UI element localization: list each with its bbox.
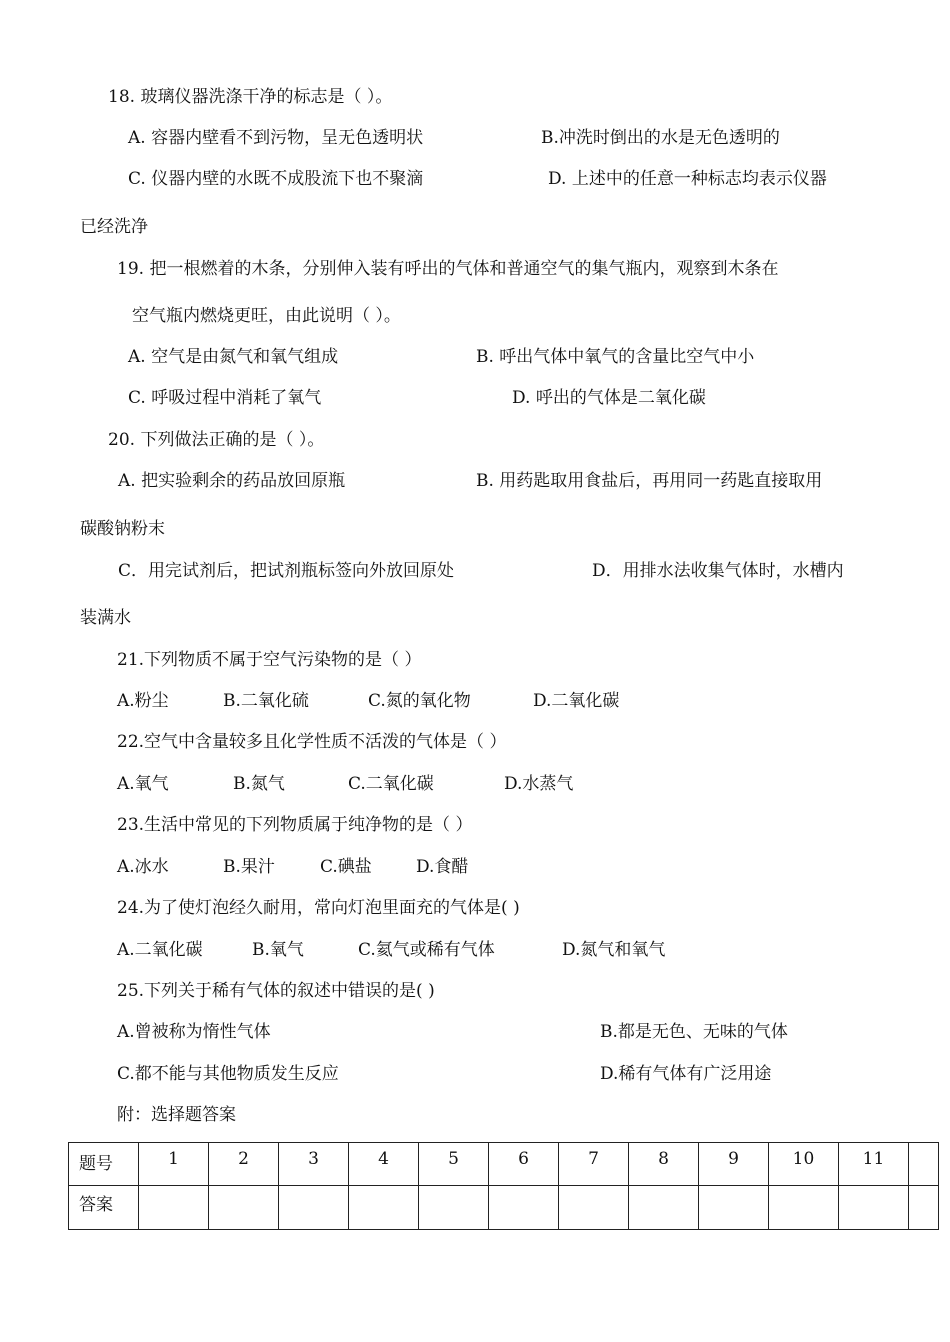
question-number-cell: 6	[489, 1143, 559, 1186]
question-19-stem: 19. 把一根燃着的木条，分别伸入装有呼出的气体和普通空气的集气瓶内，观察到木条在	[117, 259, 779, 279]
question-number-cell: 2	[209, 1143, 279, 1186]
question-23-stem: 23.生活中常见的下列物质属于纯净物的是（ ）	[117, 815, 473, 835]
answer-cell[interactable]	[629, 1186, 699, 1230]
question-21-option-d: D.二氧化碳	[533, 691, 620, 711]
question-20-option-d-continued: 装满水	[80, 608, 131, 628]
question-20-option-a: A. 把实验剩余的药品放回原瓶	[118, 471, 346, 491]
question-25-option-c: C.都不能与其他物质发生反应	[117, 1064, 339, 1084]
question-20-stem: 20. 下列做法正确的是（ ）。	[108, 430, 325, 450]
question-24-option-a: A.二氧化碳	[117, 940, 203, 960]
question-20-option-b: B. 用药匙取用食盐后，再用同一药匙直接取用	[476, 471, 823, 491]
question-number-cell: 9	[699, 1143, 769, 1186]
question-20-option-c: C．用完试剂后，把试剂瓶标签向外放回原处	[118, 561, 455, 581]
question-22-option-c: C.二氧化碳	[348, 774, 434, 794]
question-19-stem-continued: 空气瓶内燃烧更旺，由此说明（ ）。	[132, 306, 401, 326]
question-23-option-b: B.果汁	[223, 857, 275, 877]
appendix-heading: 附：选择题答案	[117, 1105, 236, 1125]
question-19-option-c: C. 呼吸过程中消耗了氧气	[128, 388, 322, 408]
question-21-option-a: A.粉尘	[117, 691, 169, 711]
question-number-cell: 8	[629, 1143, 699, 1186]
question-24-stem: 24.为了使灯泡经久耐用，常向灯泡里面充的气体是( )	[117, 898, 520, 918]
question-23-option-d: D.食醋	[416, 857, 469, 877]
question-number-cell: 7	[559, 1143, 629, 1186]
question-22-stem: 22.空气中含量较多且化学性质不活泼的气体是（ ）	[117, 732, 507, 752]
question-21-option-c: C.氮的氧化物	[368, 691, 471, 711]
question-24-option-c: C.氦气或稀有气体	[358, 940, 495, 960]
question-18-option-b: B.冲洗时倒出的水是无色透明的	[541, 128, 780, 148]
answer-table	[68, 1142, 939, 1230]
question-number-row	[69, 1143, 939, 1186]
question-21-option-b: B.二氧化硫	[223, 691, 309, 711]
question-18-option-c: C. 仪器内壁的水既不成股流下也不聚滴	[128, 169, 424, 189]
question-22-option-a: A.氧气	[117, 774, 169, 794]
answer-cell[interactable]	[839, 1186, 909, 1230]
question-19-option-d: D. 呼出的气体是二氧化碳	[512, 388, 706, 408]
question-number-cell-partial	[909, 1143, 939, 1186]
question-25-option-d: D.稀有气体有广泛用途	[600, 1064, 772, 1084]
question-number-cell: 5	[419, 1143, 489, 1186]
question-18-option-d: D. 上述中的任意一种标志均表示仪器	[548, 169, 827, 189]
question-18-option-a: A. 容器内壁看不到污物，呈无色透明状	[128, 128, 424, 148]
question-number-cell: 10	[769, 1143, 839, 1186]
answer-cell[interactable]	[209, 1186, 279, 1230]
question-25-option-b: B.都是无色、无味的气体	[600, 1022, 788, 1042]
answer-cell[interactable]	[769, 1186, 839, 1230]
answer-cell[interactable]	[699, 1186, 769, 1230]
question-21-stem: 21.下列物质不属于空气污染物的是（ ）	[117, 650, 422, 670]
question-25-stem: 25.下列关于稀有气体的叙述中错误的是( )	[117, 981, 435, 1001]
answer-row	[69, 1186, 939, 1230]
question-20-option-d: D．用排水法收集气体时，水槽内	[592, 561, 844, 581]
question-24-option-d: D.氮气和氧气	[562, 940, 666, 960]
question-19-option-a: A. 空气是由氮气和氧气组成	[128, 347, 339, 367]
question-19-option-b: B. 呼出气体中氧气的含量比空气中小	[476, 347, 755, 367]
question-number-label: 题号	[69, 1143, 139, 1186]
question-number-cell: 3	[279, 1143, 349, 1186]
answer-cell[interactable]	[139, 1186, 209, 1230]
question-24-option-b: B.氧气	[252, 940, 304, 960]
question-18-option-d-continued: 已经洗净	[80, 217, 148, 237]
answer-cell[interactable]	[419, 1186, 489, 1230]
answer-cell[interactable]	[559, 1186, 629, 1230]
question-22-option-d: D.水蒸气	[504, 774, 574, 794]
question-23-option-c: C.碘盐	[320, 857, 372, 877]
question-number-cell: 1	[139, 1143, 209, 1186]
question-18-stem: 18. 玻璃仪器洗涤干净的标志是（ ）。	[108, 87, 393, 107]
question-20-option-b-continued: 碳酸钠粉末	[80, 519, 165, 539]
answer-label: 答案	[69, 1186, 139, 1230]
question-22-option-b: B.氮气	[233, 774, 285, 794]
answer-cell[interactable]	[279, 1186, 349, 1230]
question-23-option-a: A.冰水	[117, 857, 169, 877]
answer-cell-partial[interactable]	[909, 1186, 939, 1230]
answer-cell[interactable]	[349, 1186, 419, 1230]
answer-cell[interactable]	[489, 1186, 559, 1230]
question-25-option-a: A.曾被称为惰性气体	[117, 1022, 271, 1042]
question-number-cell: 4	[349, 1143, 419, 1186]
question-number-cell: 11	[839, 1143, 909, 1186]
